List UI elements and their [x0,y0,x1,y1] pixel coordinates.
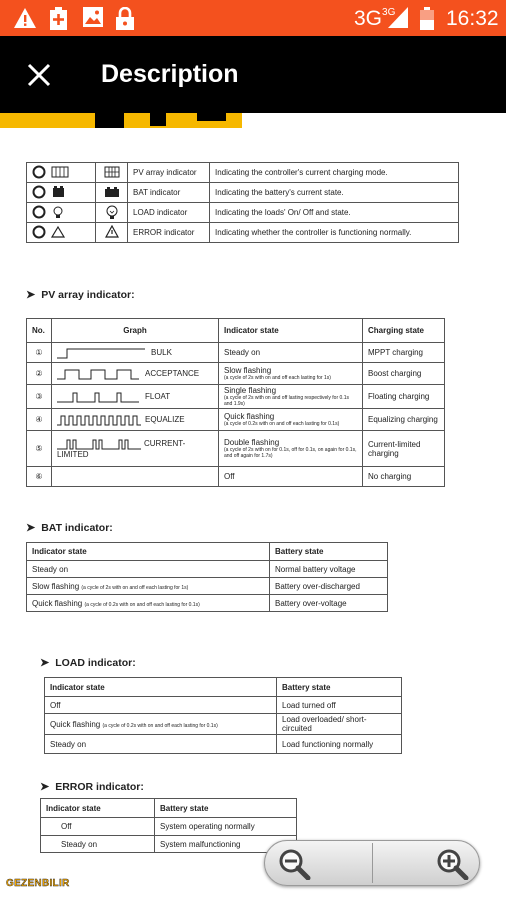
column-header: Battery state [277,678,402,697]
row-number: ② [27,363,52,385]
bat-indicator-table [26,542,388,612]
column-header: Graph [52,319,219,343]
section-title-pv: ➤ PV array indicator: [26,289,135,301]
document-page [0,128,506,900]
section-title-error: ➤ ERROR indicator: [40,781,144,793]
section-title-load: ➤ LOAD indicator: [40,657,136,669]
document-header-glyph [95,113,124,128]
battery-state: Normal battery voltage [270,561,388,578]
table-row [27,183,459,203]
column-header: Battery state [155,799,297,818]
indicator-name: LOAD indicator [128,203,210,223]
battery-state: Load overloaded/ short-circuited [277,714,402,735]
zoom-controls [264,840,480,886]
indicator-summary-table [26,162,459,243]
table-row [45,735,402,754]
table-row [27,431,445,467]
image-icon [83,7,103,27]
zoom-out-button[interactable] [265,841,372,887]
zoom-in-button[interactable] [373,841,480,887]
indicator-state: Steady on [45,735,277,754]
arrow-icon: ➤ [40,781,50,793]
pv-indicator-table [26,318,445,487]
float-waveform [57,391,141,403]
zoom-in-icon [435,848,471,880]
table-row [41,836,297,853]
indicator-state: Quick flashing (a cycle of 0.2s with on and off each lasting for 0.1s) [45,714,277,735]
column-header: Indicator state [219,319,363,343]
column-header: Charging state [363,319,445,343]
indicator-state: Off [219,467,363,487]
column-header: Indicator state [27,543,270,561]
acceptance-waveform [57,368,141,380]
table-header-row [45,678,402,697]
battery-state: Load functioning normally [277,735,402,754]
page-title: Description [101,60,239,88]
table-header-row [27,543,388,561]
table-row [27,343,445,363]
bulb-icon [96,203,128,223]
zoom-out-icon [277,848,313,880]
warning-icon [13,7,37,29]
column-header: No. [27,319,52,343]
error-indicator-table [40,798,297,853]
graph-label: ACCEPTANCE [145,368,200,378]
table-row [27,561,388,578]
current-limited-waveform [57,438,141,450]
equalize-waveform [57,414,141,426]
graph-cell [52,467,219,487]
indicator-name: PV array indicator [128,163,210,183]
row-number: ⑥ [27,467,52,487]
signal-icon [388,7,408,28]
table-row [45,714,402,735]
table-row [27,467,445,487]
document-header-glyph [197,113,226,121]
column-header: Battery state [270,543,388,561]
document-header-glyph [150,113,166,126]
indicator-state: Slow flashing (a cycle of 2s with on and off each lasting for 1s) [219,363,363,385]
charging-state: Boost charging [363,363,445,385]
charging-state: Equalizing charging [363,409,445,431]
indicator-name: ERROR indicator [128,223,210,243]
section-title-bat: ➤ BAT indicator: [26,522,113,534]
lock-icon [116,7,134,30]
app-bar [0,36,506,113]
warning-icon [96,223,128,243]
row-number: ⑤ [27,431,52,467]
table-row [27,578,388,595]
bulk-waveform [57,347,147,359]
battery-state: Battery over-discharged [270,578,388,595]
network-type: $3G^{3G}$ [354,7,396,30]
indicator-state: Slow flashing (a cycle of 2s with on and off each lasting for 1s) [27,578,270,595]
indicator-state: Single flashing (a cycle of 2s with on and off lasting respectively for 0.1s and 1.9s) [219,385,363,409]
graph-label: EQUALIZE [145,414,185,424]
indicator-description: Indicating the controller's current charging mode. [210,163,459,183]
indicator-description: Indicating the battery's current state. [210,183,459,203]
battery-icon [96,183,128,203]
row-number: ③ [27,385,52,409]
graph-cell [52,363,219,385]
table-row [27,223,459,243]
battery-icon [420,7,434,30]
table-row [27,409,445,431]
table-header-row [41,799,297,818]
indicator-symbol-cell [27,203,96,223]
arrow-icon: ➤ [26,522,36,534]
battery-state: Battery over-voltage [270,595,388,612]
indicator-state: Double flashing (a cycle of 2s with on for 0.1s, off for 0.1s, on again for 0.1s, and off again for 1.7s) [219,431,363,467]
table-header-row [27,319,445,343]
table-row [45,697,402,714]
close-icon[interactable] [26,62,52,88]
table-row [27,595,388,612]
indicator-symbol-cell [27,163,96,183]
indicator-state: Off [45,697,277,714]
battery-state: System malfunctioning [155,836,297,853]
indicator-symbol-cell [27,183,96,203]
column-header: Indicator state [41,799,155,818]
charging-state: Current-limited charging [363,431,445,467]
indicator-name: BAT indicator [128,183,210,203]
charging-state: Floating charging [363,385,445,409]
table-row [27,385,445,409]
graph-cell [52,385,219,409]
indicator-state: Off [41,818,155,836]
graph-cell [52,409,219,431]
row-number: ④ [27,409,52,431]
indicator-state: Steady on [41,836,155,853]
graph-label: CURRENT-LIMITED [57,439,186,459]
indicator-state: Quick flashing (a cycle of 0.2s with on and off each lasting for 0.1s) [219,409,363,431]
table-row [27,203,459,223]
load-indicator-table [44,677,402,754]
charging-state: No charging [363,467,445,487]
table-row [41,818,297,836]
indicator-state: Steady on [219,343,363,363]
table-row [27,163,459,183]
arrow-icon: ➤ [26,289,36,301]
graph-cell [52,343,219,363]
graph-label: BULK [151,347,172,357]
charging-state: MPPT charging [363,343,445,363]
row-number: ① [27,343,52,363]
indicator-description: Indicating whether the controller is functioning normally. [210,223,459,243]
indicator-state: Steady on [27,561,270,578]
indicator-symbol-cell [27,223,96,243]
status-bar [0,0,506,36]
pv-array-icon [96,163,128,183]
battery-state: Load turned off [277,697,402,714]
graph-cell [52,431,219,467]
arrow-icon: ➤ [40,657,50,669]
battery-plus-icon [50,7,67,30]
column-header: Indicator state [45,678,277,697]
clock: 16:32 [446,7,499,30]
indicator-description: Indicating the loads' On/ Off and state. [210,203,459,223]
battery-state: System operating normally [155,818,297,836]
graph-label: FLOAT [145,391,171,401]
table-row [27,363,445,385]
watermark: GEZENBILIR [6,878,70,889]
indicator-state: Quick flashing (a cycle of 0.2s with on and off each lasting for 0.1s) [27,595,270,612]
